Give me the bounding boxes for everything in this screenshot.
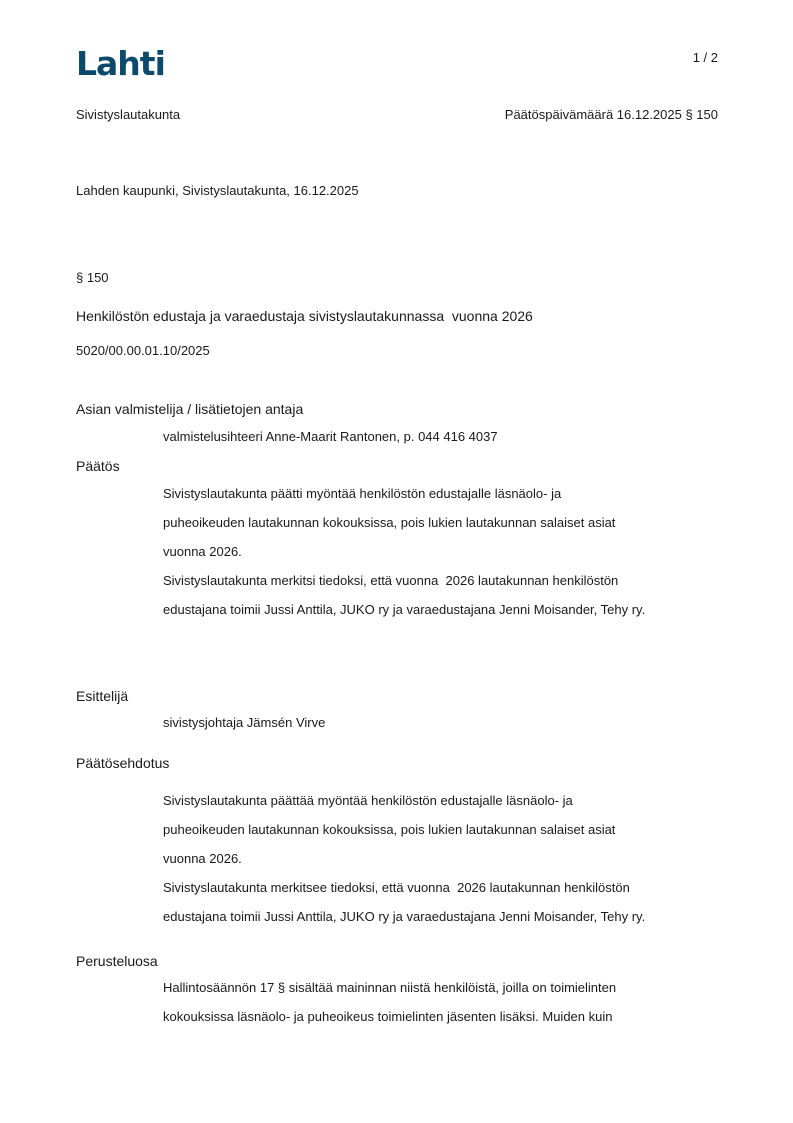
section-number: § 150: [76, 270, 109, 285]
decision-line: vuonna 2026.: [163, 544, 242, 559]
proposal-line: vuonna 2026.: [163, 851, 242, 866]
document-title: Henkilöstön edustaja ja varaedustaja sivistyslautakunnassa vuonna 2026: [76, 308, 533, 324]
proposal-line: edustajana toimii Jussi Anttila, JUKO ry ja varaedustajana Jenni Moisander, Tehy ry.: [163, 909, 646, 924]
rationale-body: [163, 973, 616, 1031]
proposal-line: Sivistyslautakunta merkitsee tiedoksi, että vuonna 2026 lautakunnan henkilöstön: [163, 880, 630, 895]
decision-line: Sivistyslautakunta merkitsi tiedoksi, että vuonna 2026 lautakunnan henkilöstön: [163, 573, 619, 588]
proposal-body: [163, 786, 645, 931]
preparer-text: valmistelusihteeri Anne-Maarit Rantonen, p. 044 416 4037: [163, 429, 498, 444]
decision-date: Päätöspäivämäärä 16.12.2025 § 150: [504, 107, 718, 122]
record-number: 5020/00.00.01.10/2025: [76, 343, 210, 358]
proposal-line: Sivistyslautakunta päättää myöntää henkilöstön edustajalle läsnäolo- ja: [163, 793, 573, 808]
rationale-heading: Perusteluosa: [76, 953, 158, 969]
proposal-heading: Päätösehdotus: [76, 755, 170, 771]
presenter-heading: Esittelijä: [76, 688, 129, 704]
rationale-line: Hallintosäännön 17 § sisältää maininnan niistä henkilöistä, joilla on toimielinten: [163, 980, 617, 995]
decision-heading: Päätös: [76, 458, 120, 474]
decision-line: Sivistyslautakunta päätti myöntää henkilöstön edustajalle läsnäolo- ja: [163, 486, 562, 501]
rationale-line: kokouksissa läsnäolo- ja puheoikeus toimielinten jäsenten lisäksi. Muiden kuin: [163, 1009, 613, 1024]
page-number: 1 / 2: [692, 50, 718, 65]
proposal-line: puheoikeuden lautakunnan kokouksissa, pois lukien lautakunnan salaiset asiat: [163, 822, 616, 837]
decision-body: [163, 479, 645, 624]
decision-line: puheoikeuden lautakunnan kokouksissa, pois lukien lautakunnan salaiset asiat: [163, 515, 616, 530]
lahti-logo: Lahti: [76, 44, 165, 83]
presenter-text: sivistysjohtaja Jämsén Virve: [163, 715, 326, 730]
preparer-heading: Asian valmistelija / lisätietojen antaja: [76, 401, 304, 417]
city-line: Lahden kaupunki, Sivistyslautakunta, 16.12.2025: [76, 183, 359, 198]
decision-line: edustajana toimii Jussi Anttila, JUKO ry ja varaedustajana Jenni Moisander, Tehy ry.: [163, 602, 646, 617]
board-name: Sivistyslautakunta: [76, 107, 181, 122]
